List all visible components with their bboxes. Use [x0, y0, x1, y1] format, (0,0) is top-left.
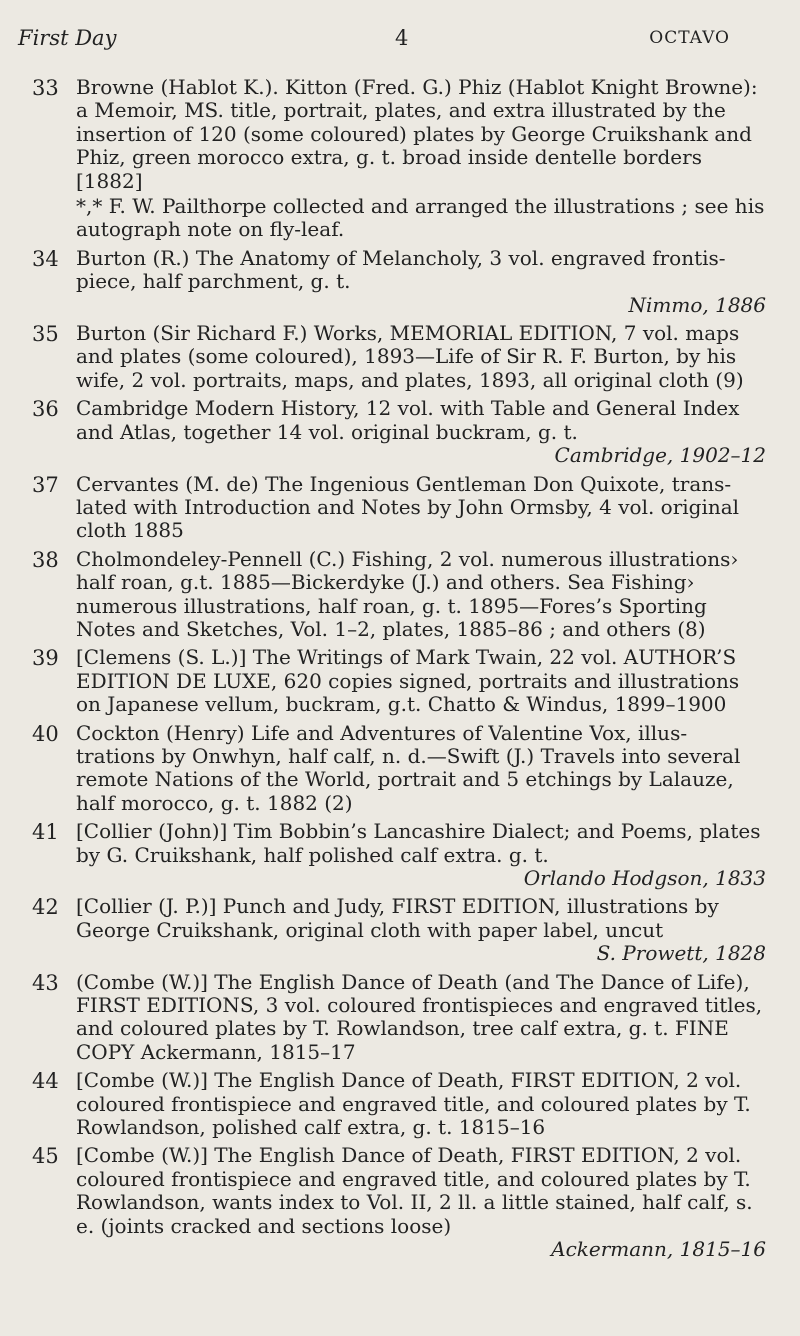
lot-entry — [0, 820, 800, 890]
lot-number: 42 — [32, 895, 59, 920]
lot-description: [Collier (John)] Tim Bobbin’s Lancashire Dialect; and Poems, plates by G. Cruikshank, half polished calf extra. g. t. — [76, 819, 761, 867]
lot-entry — [0, 247, 800, 317]
lot-description: Cholmondeley-Pennell (C.) Fishing, 2 vol. numerous illustrations› half roan, g.t. 1885—Bickerdyke (J.) and others. Sea Fishing› numerous illustrations, half roan, g. t. 1895—Fores’s Sporting Notes and Sketches, Vol. 1–2, plates, 1885–86 ; and others (8) — [76, 546, 739, 641]
lot-description: Cervantes (M. de) The Ingenious Gentleman Don Quixote, trans-lated with Introduction and Notes by John Ormsby, 4 vol. original cloth 1885 — [76, 471, 740, 543]
lot-description: [Collier (J. P.)] Punch and Judy, FIRST EDITION, illustrations by George Cruikshank, original cloth with paper label, uncut — [76, 894, 719, 942]
lot-entry — [0, 895, 800, 965]
lot-description: [Combe (W.)] The English Dance of Death, FIRST EDITION, 2 vol. coloured frontispiece and engraved title, and coloured plates by T. Rowlandson, polished calf extra, g. t. 1815–16 — [76, 1068, 751, 1140]
lot-entry — [0, 473, 800, 543]
lot-number: 41 — [32, 820, 59, 845]
lot-publisher: Orlando Hodgson, 1833 — [523, 866, 766, 890]
lot-number: 43 — [32, 970, 59, 995]
lot-list — [0, 76, 800, 1267]
lot-description: [Clemens (S. L.)] The Writings of Mark Twain, 22 vol. AUTHOR’S EDITION DE LUXE, 620 copies signed, portraits and illustrations on Japanese vellum, buckram, g.t. Chatto & Windus, 1899–1900 — [76, 645, 740, 717]
lot-entry — [0, 971, 800, 1065]
lot-publisher: Cambridge, 1902–12 — [554, 443, 766, 468]
lot-description: (Combe (W.)] The English Dance of Death (and The Dance of Life), FIRST EDITIONS, 3 vol. coloured frontispieces and engraved titles, and coloured plates by T. Rowlandson, tree calf extra, g. t. FINE COPY Ackermann, 1815–17 — [76, 969, 763, 1064]
header-format: OCTAVO — [649, 28, 730, 48]
lot-description: Browne (Hablot K.). Kitton (Fred. G.) Phiz (Hablot Knight Browne): a Memoir, MS. title, portrait, plates, and extra illustrated by the insertion of 120 (some coloured) plates by George Cruikshank and Phiz, green morocco extra, g. t. broad inside dentelle borders [1882] — [76, 75, 758, 193]
lot-entry — [0, 548, 800, 642]
lot-entry — [0, 1069, 800, 1139]
lot-publisher: S. Prowett, 1828 — [596, 941, 766, 966]
lot-description: Burton (R.) The Anatomy of Melancholy, 3 vol. engraved frontis-piece, half parchment, g. t. — [76, 245, 726, 294]
lot-number: 37 — [32, 472, 59, 497]
lot-entry — [0, 1144, 800, 1261]
lot-description: Cockton (Henry) Life and Adventures of Valentine Vox, illus-trations by Onwhyn, half calf, n. d.—Swift (J.) Travels into several remote Nations of the World, portrait and 5 etchings by Lalauze, half morocco, g. t. 1882 (2) — [76, 720, 741, 815]
lot-description: Burton (Sir Richard F.) Works, MEMORIAL EDITION, 7 vol. maps and plates (some coloured), 1893—Life of Sir R. F. Burton, by his wife, 2 vol. portraits, maps, and plates, 1893, all original cloth (9) — [76, 321, 744, 392]
page-number: 4 — [395, 26, 409, 50]
header-day: First Day — [18, 26, 117, 50]
lot-description: [Combe (W.)] The English Dance of Death, FIRST EDITION, 2 vol. coloured frontispiece and engraved title, and coloured plates by T. Rowlandson, wants index to Vol. II, 2 ll. a little stained, half calf, s. e. (joints cracked and sections loose) — [76, 1143, 753, 1238]
lot-number: 44 — [32, 1069, 59, 1094]
lot-number: 40 — [32, 721, 59, 746]
lot-number: 38 — [32, 547, 59, 572]
lot-publisher: Ackermann, 1815–16 — [551, 1237, 766, 1262]
note-text: *,* F. W. Pailthorpe collected and arranged the illustrations ; see his autograph note on fly-leaf. — [76, 194, 765, 242]
lot-entry — [0, 722, 800, 816]
lot-entry — [0, 397, 800, 467]
lot-number: 35 — [32, 322, 59, 347]
lot-number: 34 — [32, 246, 59, 271]
lot-entry — [0, 322, 800, 392]
lot-number: 36 — [32, 397, 59, 422]
lot-entry — [0, 646, 800, 716]
lot-entry — [0, 76, 800, 193]
lot-number: 33 — [32, 76, 59, 100]
page-header — [0, 20, 800, 60]
lot-number: 39 — [32, 646, 59, 671]
lot-number: 45 — [32, 1144, 59, 1169]
lot-description: Cambridge Modern History, 12 vol. with Table and General Index and Atlas, together 14 vol. original buckram, g. t. — [76, 396, 740, 444]
lot-note — [76, 195, 776, 242]
lot-publisher: Nimmo, 1886 — [628, 292, 766, 317]
